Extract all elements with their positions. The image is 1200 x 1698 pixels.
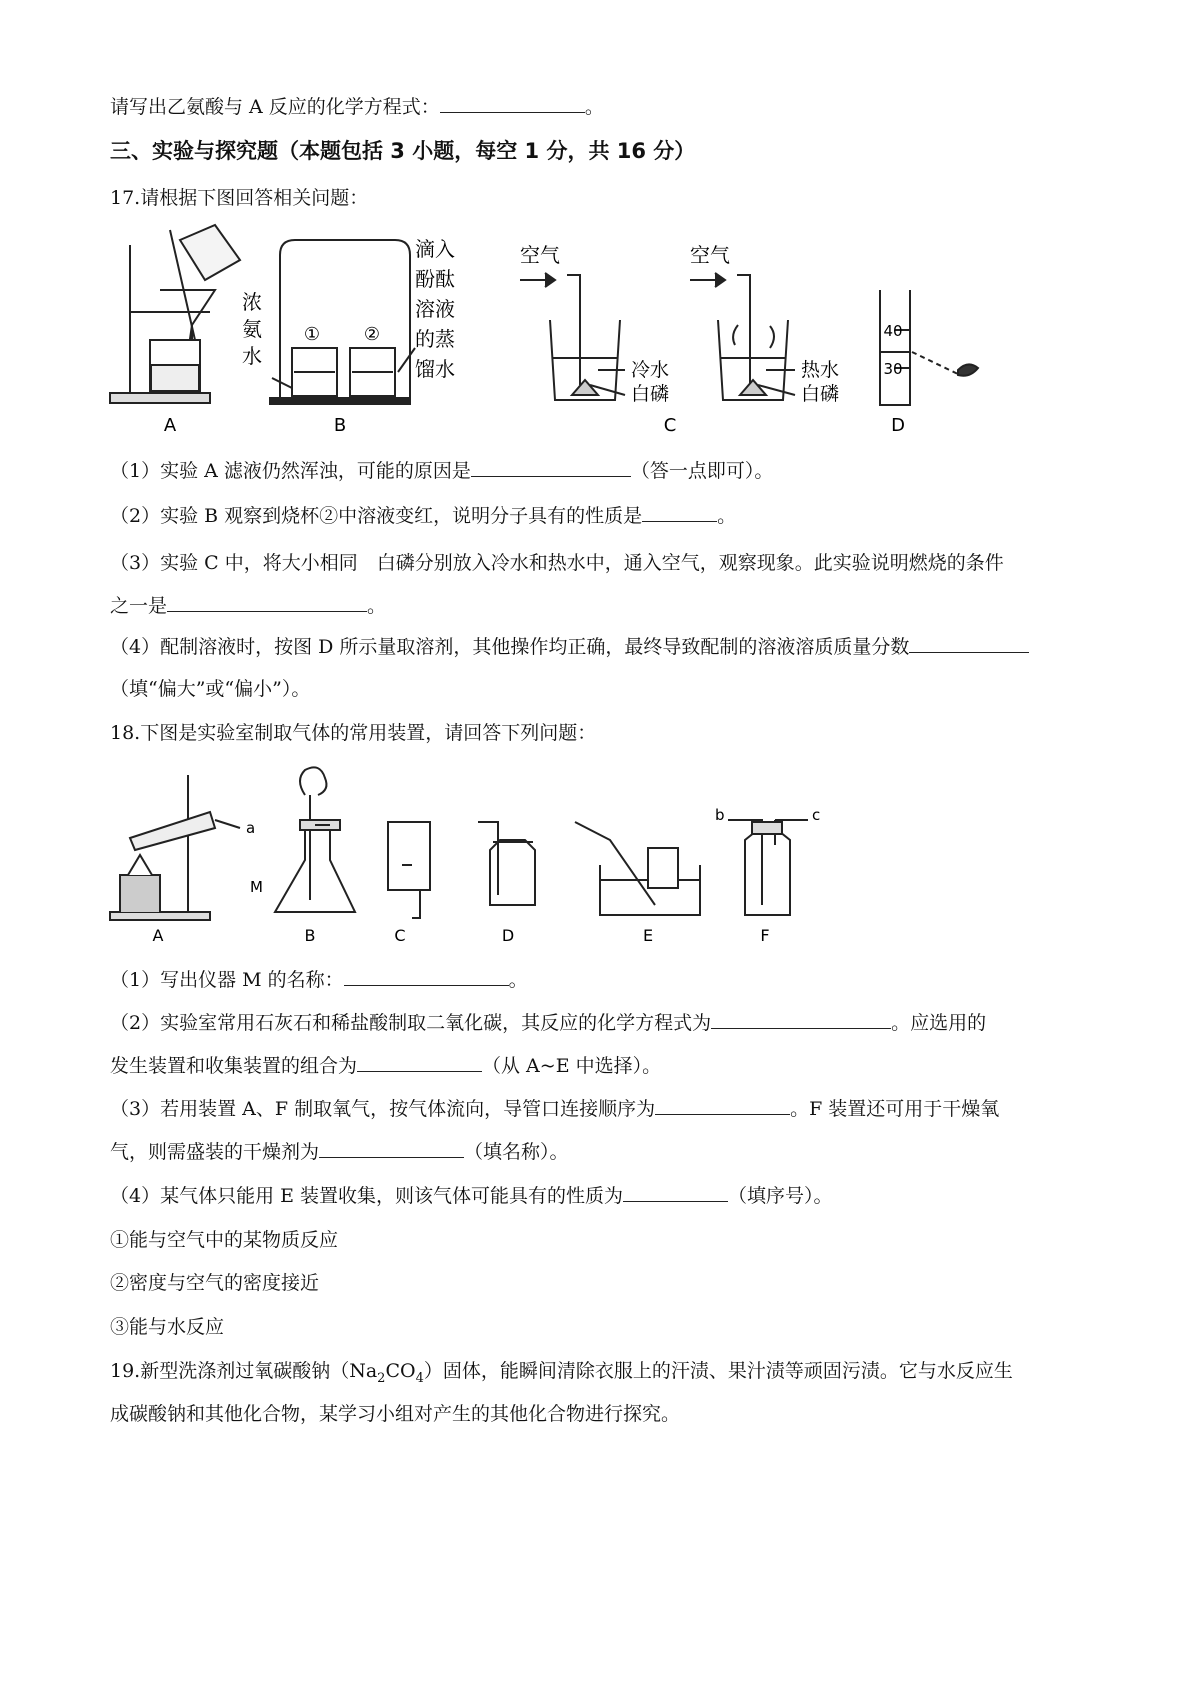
figure-label-a: A — [152, 926, 164, 945]
figure-label-c: C — [394, 926, 406, 945]
b-right-label: 滴入 — [415, 237, 455, 261]
port-a-label: a — [246, 819, 256, 837]
q18-part-4 — [110, 1183, 833, 1209]
answer-blank[interactable] — [623, 1183, 728, 1202]
tick-30: 30 — [883, 360, 903, 378]
air-label: 空气 — [520, 243, 560, 267]
hot-water-label: 热水 — [800, 359, 840, 381]
b-left-label: 水 — [242, 344, 262, 368]
figure-label-d: D — [891, 415, 905, 436]
q18-part-2-line-1 — [110, 1010, 986, 1036]
answer-blank[interactable] — [344, 967, 509, 986]
q18-part-3-line-1 — [110, 1096, 999, 1122]
text: 。 — [508, 969, 528, 991]
text: （从 A~E 中选择）。 — [482, 1055, 662, 1077]
text: 。应选用的 — [891, 1012, 987, 1034]
q18-option-3: ③能与水反应 — [110, 1316, 225, 1338]
b-left-label: 氨 — [242, 317, 262, 341]
text: 发生装置和收集装置的组合为 — [110, 1055, 358, 1077]
figure-label-f: F — [760, 926, 770, 945]
question-19-line-1 — [110, 1358, 1013, 1392]
answer-blank[interactable] — [711, 1010, 891, 1029]
text: （1）写出仪器 M 的名称： — [110, 969, 344, 991]
text: CO — [385, 1360, 416, 1382]
port-b-label: b — [715, 806, 725, 824]
tick-40: 40 — [883, 322, 903, 340]
beaker-1-label: ① — [303, 324, 321, 345]
q18-part-3-line-2 — [110, 1139, 569, 1165]
beaker-2-label: ② — [363, 324, 381, 345]
text: （2）实验室常用石灰石和稀盐酸制取二氧化碳，其反应的化学方程式为 — [110, 1012, 712, 1034]
figure-label-e: E — [642, 926, 654, 945]
subscript: 4 — [415, 1370, 424, 1386]
text: （4）某气体只能用 E 装置收集，则该气体可能具有的性质为 — [110, 1185, 624, 1207]
subscript: 2 — [377, 1370, 386, 1386]
figure-label-c: C — [663, 415, 677, 436]
figure-label-b: B — [304, 926, 316, 945]
text: 请写出乙氨酸与 A 反应的化学方程式： — [110, 96, 440, 118]
text: 。 — [584, 96, 604, 118]
answer-blank[interactable] — [357, 1053, 482, 1072]
air-label: 空气 — [690, 243, 730, 267]
port-c-label: c — [812, 806, 821, 824]
section-heading: 三、实验与探究题（本题包括 3 小题，每空 1 分，共 16 分） — [110, 139, 696, 163]
text: 19.新型洗涤剂过氧碳酸钠（Na — [110, 1360, 378, 1382]
white-phosphorus-label: 白磷 — [630, 383, 670, 405]
text: 之一是 — [110, 595, 168, 617]
b-right-label: 馏水 — [415, 357, 455, 381]
answer-blank[interactable] — [319, 1139, 464, 1158]
text: （1）实验 A 滤液仍然浑浊，可能的原因是 — [110, 460, 471, 482]
text: （3）若用装置 A、F 制取氧气，按气体流向，导管口连接顺序为 — [110, 1098, 656, 1120]
q18-part-2-line-2 — [110, 1053, 661, 1079]
text: （填序号）。 — [728, 1185, 833, 1207]
text: 。 — [367, 595, 387, 617]
b-left-label: 浓 — [242, 290, 262, 314]
text: ）固体，能瞬间清除衣服上的汗渍、果汁渍等顽固污渍。它与水反应生 — [423, 1360, 1013, 1382]
answer-blank[interactable] — [655, 1096, 790, 1115]
text: （4）配制溶液时，按图 D 所示量取溶剂，其他操作均正确，最终导致配制的溶液溶质质量分数 — [110, 636, 910, 658]
text: 。 — [717, 505, 737, 527]
figure-label-d: D — [501, 926, 515, 945]
figure-label-b: B — [333, 415, 347, 436]
question-19-line-2: 成碳酸钠和其他化合物，某学习小组对产生的其他化合物进行探究。 — [110, 1403, 681, 1425]
cold-water-label: 冷水 — [630, 359, 670, 381]
q17-part-4-line-2: （填“偏大”或“偏小”）。 — [110, 678, 311, 700]
b-right-label: 的蒸 — [415, 327, 455, 351]
question-17-stem: 17.请根据下图回答相关问题： — [110, 187, 369, 209]
question-18-stem: 18.下图是实验室制取气体的常用装置，请回答下列问题： — [110, 722, 597, 744]
b-right-label: 溶液 — [415, 297, 455, 321]
white-phosphorus-label: 白磷 — [800, 383, 840, 405]
text: （2）实验 B 观察到烧杯②中溶液变红，说明分子具有的性质是 — [110, 505, 643, 527]
q18-option-1: ①能与空气中的某物质反应 — [110, 1229, 339, 1251]
text: （填名称）。 — [464, 1141, 569, 1163]
text: （答一点即可）。 — [630, 460, 774, 482]
b-right-label: 酚酞 — [415, 267, 455, 291]
instrument-m-label: M — [250, 878, 263, 896]
q17-part-3-line-1: （3）实验 C 中，将大小相同 白磷分别放入冷水和热水中，通入空气，观察现象。此实验说明燃烧的条件 — [110, 552, 1004, 574]
q18-option-2: ②密度与空气的密度接近 — [110, 1272, 320, 1294]
text: 气，则需盛装的干燥剂为 — [110, 1141, 320, 1163]
text: 。F 装置还可用于干燥氧 — [790, 1098, 1000, 1120]
figure-label-a: A — [163, 415, 177, 436]
q18-part-1 — [110, 967, 528, 993]
